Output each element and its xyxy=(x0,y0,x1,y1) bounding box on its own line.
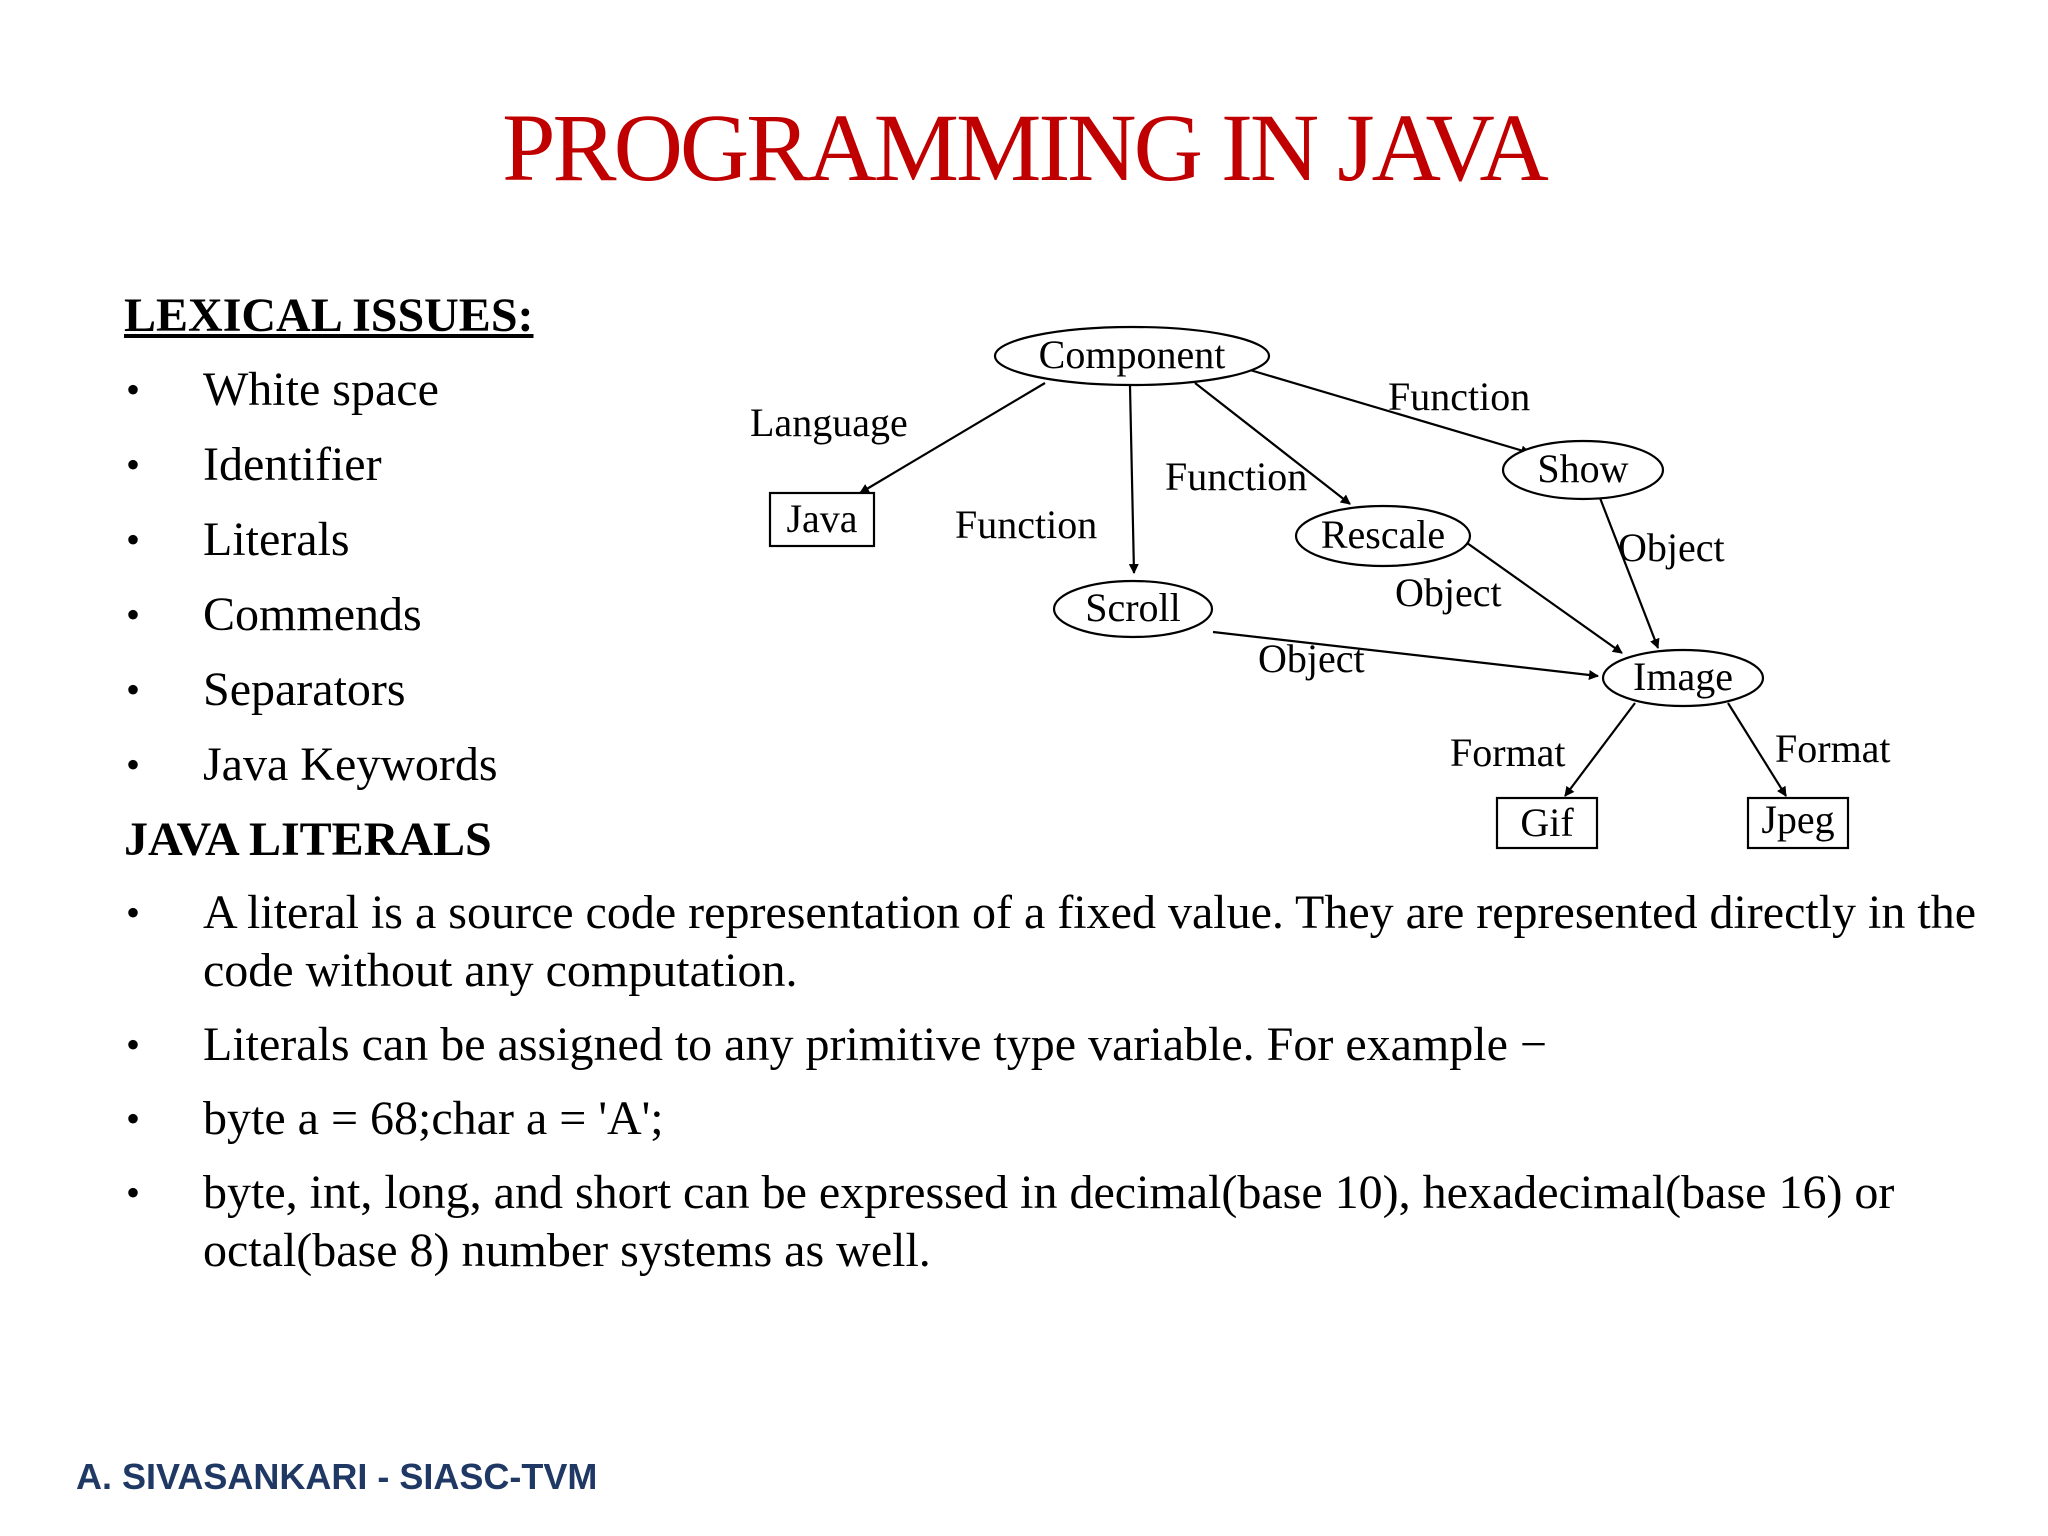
slide-footer: A. SIVASANKARI - SIASC-TVM xyxy=(76,1456,598,1497)
node-rescale xyxy=(1296,506,1470,566)
java-literals-heading: JAVA LITERALS xyxy=(124,813,492,866)
list-item: • Java Keywords xyxy=(124,736,498,794)
svg-text:Image: Image xyxy=(1633,654,1733,699)
component-diagram xyxy=(730,318,1930,878)
edge-component-scroll xyxy=(1130,386,1134,573)
bullet-icon: • xyxy=(126,667,141,712)
bullet-icon: • xyxy=(126,1022,141,1067)
java-literals-list xyxy=(124,884,2023,1296)
list-item: • Separators xyxy=(124,661,498,719)
list-item: • White space xyxy=(124,361,498,419)
node-image xyxy=(1603,650,1763,706)
list-item: • Identifier xyxy=(124,436,498,494)
node-jpeg xyxy=(1748,797,1848,848)
edge-label-function-show: Function xyxy=(1388,374,1531,419)
list-item: • A literal is a source code representation of a fixed value. They are represented directly in the code without any computation. xyxy=(126,886,1977,997)
node-scroll xyxy=(1054,581,1212,637)
bullet-icon: • xyxy=(126,517,141,562)
bullet-icon: • xyxy=(126,742,141,787)
bullet-icon: • xyxy=(126,890,141,935)
svg-text:Component: Component xyxy=(1038,332,1226,377)
edge-label-format-gif: Format xyxy=(1450,730,1566,775)
bullet-icon: • xyxy=(126,442,141,487)
edge-label-function-scroll: Function xyxy=(955,502,1098,547)
svg-text:Gif: Gif xyxy=(1520,800,1574,845)
bullet-icon: • xyxy=(126,1170,141,1215)
list-item: • Commends xyxy=(124,586,498,644)
bullet-icon: • xyxy=(126,592,141,637)
lexical-issues-heading: LEXICAL ISSUES: xyxy=(124,289,534,342)
lexical-issues-list xyxy=(124,361,498,811)
edge-label-object-scroll: Object xyxy=(1258,636,1365,681)
list-item: • byte, int, long, and short can be expressed in decimal(base 10), hexadecimal(base 16) or octal(base 8) number systems as well. xyxy=(126,1166,1895,1277)
bullet-icon: • xyxy=(126,1096,141,1141)
node-gif xyxy=(1497,798,1597,848)
svg-text:Jpeg: Jpeg xyxy=(1761,797,1835,842)
svg-text:Rescale: Rescale xyxy=(1320,512,1446,557)
edge-image-gif xyxy=(1565,703,1635,796)
node-show xyxy=(1503,441,1663,499)
list-item: • Literals can be assigned to any primitive type variable. For example − xyxy=(124,1016,2023,1074)
edge-show-image xyxy=(1600,498,1658,648)
bullet-icon: • xyxy=(126,367,141,412)
edge-label-object-rescale: Object xyxy=(1395,570,1502,615)
list-item: • byte a = 68;char a = 'A'; xyxy=(124,1090,2023,1148)
list-item: • Literals xyxy=(124,511,498,569)
edge-label-function-rescale: Function xyxy=(1165,454,1308,499)
svg-text:Java: Java xyxy=(786,496,858,541)
svg-text:Scroll: Scroll xyxy=(1085,585,1181,630)
slide-title: PROGRAMMING IN JAVA xyxy=(502,94,1546,201)
edge-label-format-jpeg: Format xyxy=(1775,726,1891,771)
edge-label-language: Language xyxy=(750,400,908,445)
node-component xyxy=(995,327,1269,385)
node-java xyxy=(770,493,874,546)
svg-text:Show: Show xyxy=(1537,446,1629,491)
edge-label-object-show: Object xyxy=(1618,525,1725,570)
